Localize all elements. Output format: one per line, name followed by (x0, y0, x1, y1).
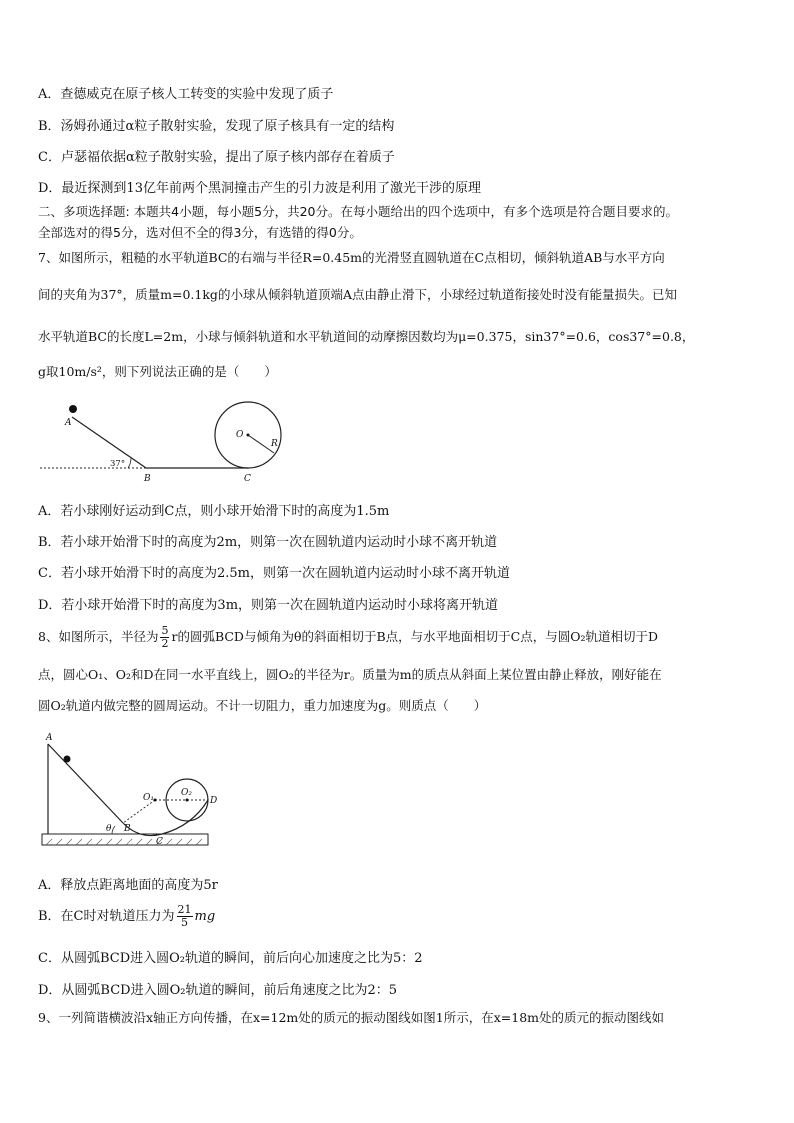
q7-label-angle: 37° (110, 459, 126, 469)
q7-angle-arc (128, 458, 131, 468)
q7-ball (69, 405, 77, 413)
q8-fraction-denominator: 2 (161, 637, 169, 650)
q7-incline-ab (72, 417, 146, 468)
q7-label-c: C (244, 474, 251, 484)
q8-fraction-numerator: 5 (161, 624, 169, 637)
section2-heading: 二、多项选择题: 本题共4小题，每小题5分，共20分。在每小题给出的四个选项中，有多个选项是符合题目要求的。 (38, 204, 678, 219)
q8-ground-hatch (46, 839, 202, 845)
q7-option-d: D．若小球开始滑下时的高度为3m，则第一次在圆轨道内运动时小球将离开轨道 (38, 598, 499, 613)
q8-label-o1: O₁ (143, 793, 154, 803)
q8-option-b-denominator: 5 (181, 916, 189, 929)
q8-option-c: C．从圆弧BCD进入圆O₂轨道的瞬间，前后向心加速度之比为5：2 (38, 951, 423, 966)
q8-option-a: A．释放点距离地面的高度为5r (38, 878, 218, 893)
q8-option-b (38, 902, 215, 932)
q7-label-o: O (236, 430, 244, 440)
q8-stem-line3: 圆O₂轨道内做完整的圆周运动。不计一切阻力，重力加速度为g。则质点（ ） (38, 698, 487, 713)
q7-option-c: C．若小球开始滑下时的高度为2.5m，则第一次在圆轨道内运动时小球不离开轨道 (38, 566, 510, 581)
q8-stem-line1-end: r的圆弧BCD与倾角为θ的斜面相切于B点，与水平地面相切于C点，与圆O₂轨道相切于D (171, 629, 659, 644)
q7-stem-line2: 间的夹角为37°，质量m=0.1kg的小球从倾斜轨道顶端A点由静止滑下，小球经过轨道衔接处时没有能量损失。已知 (38, 287, 677, 302)
q8-option-b-fraction (177, 904, 193, 929)
q8-label-o2: O₂ (181, 788, 192, 798)
q9-stem-line1: 9、一列简谐横波沿x轴正方向传播，在x=12m处的质元的振动图线如图1所示，在x=18m处的质元的振动图线如 (38, 1010, 665, 1025)
q8-dashed-o1-b (123, 800, 155, 823)
q7-stem-line4: g取10m/s²，则下列说法正确的是（ ） (38, 364, 277, 379)
q7-option-b: B．若小球开始滑下时的高度为2m，则第一次在圆轨道内运动时小球不离开轨道 (38, 535, 498, 550)
q6-option-c: C．卢瑟福依据α粒子散射实验，提出了原子核内部存在着质子 (38, 150, 395, 165)
q7-stem-line1: 7、如图所示，粗糙的水平轨道BC的右端与半径R=0.45m的光滑竖直圆轨道在C点相切，倾斜轨道AB与水平方向 (38, 250, 665, 265)
q6-option-b: B．汤姆孙通过α粒子散射实验，发现了原子核具有一定的结构 (38, 119, 395, 134)
q7-label-b: B (144, 474, 151, 484)
q8-label-a: A (46, 733, 53, 743)
q8-o2-dot (186, 799, 189, 802)
q6-option-d: D．最近探测到13亿年前两个黑洞撞击产生的引力波是利用了激光干涉的原理 (38, 181, 481, 196)
q8-option-b-numerator: 21 (177, 903, 192, 916)
q8-arc-bcd (123, 800, 208, 836)
q8-particle (64, 756, 71, 763)
q8-stem-line1 (38, 622, 658, 652)
q8-label-b: B (124, 824, 131, 834)
section2-instructions: 全部选对的得5分，选对但不全的得3分，有选错的得0分。 (38, 225, 362, 240)
q8-incline (48, 744, 123, 823)
q8-fraction (160, 625, 169, 650)
q7-label-a: A (65, 418, 72, 428)
q7-figure (38, 395, 298, 490)
q8-option-b-end: mg (194, 909, 216, 924)
q8-option-d: D．从圆弧BCD进入圆O₂轨道的瞬间，前后角速度之比为2：5 (38, 983, 397, 998)
q8-option-b-start: B．在C时对轨道压力为 (38, 909, 175, 924)
q6-option-a: A．查德威克在原子核人工转变的实验中发现了质子 (38, 87, 334, 102)
q8-label-d: D (210, 796, 218, 806)
q7-label-r: R (271, 439, 278, 449)
q8-label-theta: θ (106, 824, 112, 834)
q8-figure (40, 730, 240, 855)
q8-label-c: C (156, 837, 163, 847)
q8-stem-line1-start: 8、如图所示，半径为 (38, 629, 159, 644)
q7-option-a: A．若小球刚好运动到C点，则小球开始滑下时的高度为1.5m (38, 504, 390, 519)
q8-ground (42, 834, 208, 845)
q8-stem-line2: 点，圆心O₁、O₂和D在同一水平直线上，圆O₂的半径为r。质量为m的质点从斜面上某位置由静止释放，刚好能在 (38, 667, 662, 682)
q8-angle-arc (112, 826, 115, 834)
q7-stem-line3: 水平轨道BC的长度L=2m，小球与倾斜轨道和水平轨道间的动摩擦因数均为μ=0.375，sin37°=0.6，cos37°=0.8， (38, 329, 695, 344)
